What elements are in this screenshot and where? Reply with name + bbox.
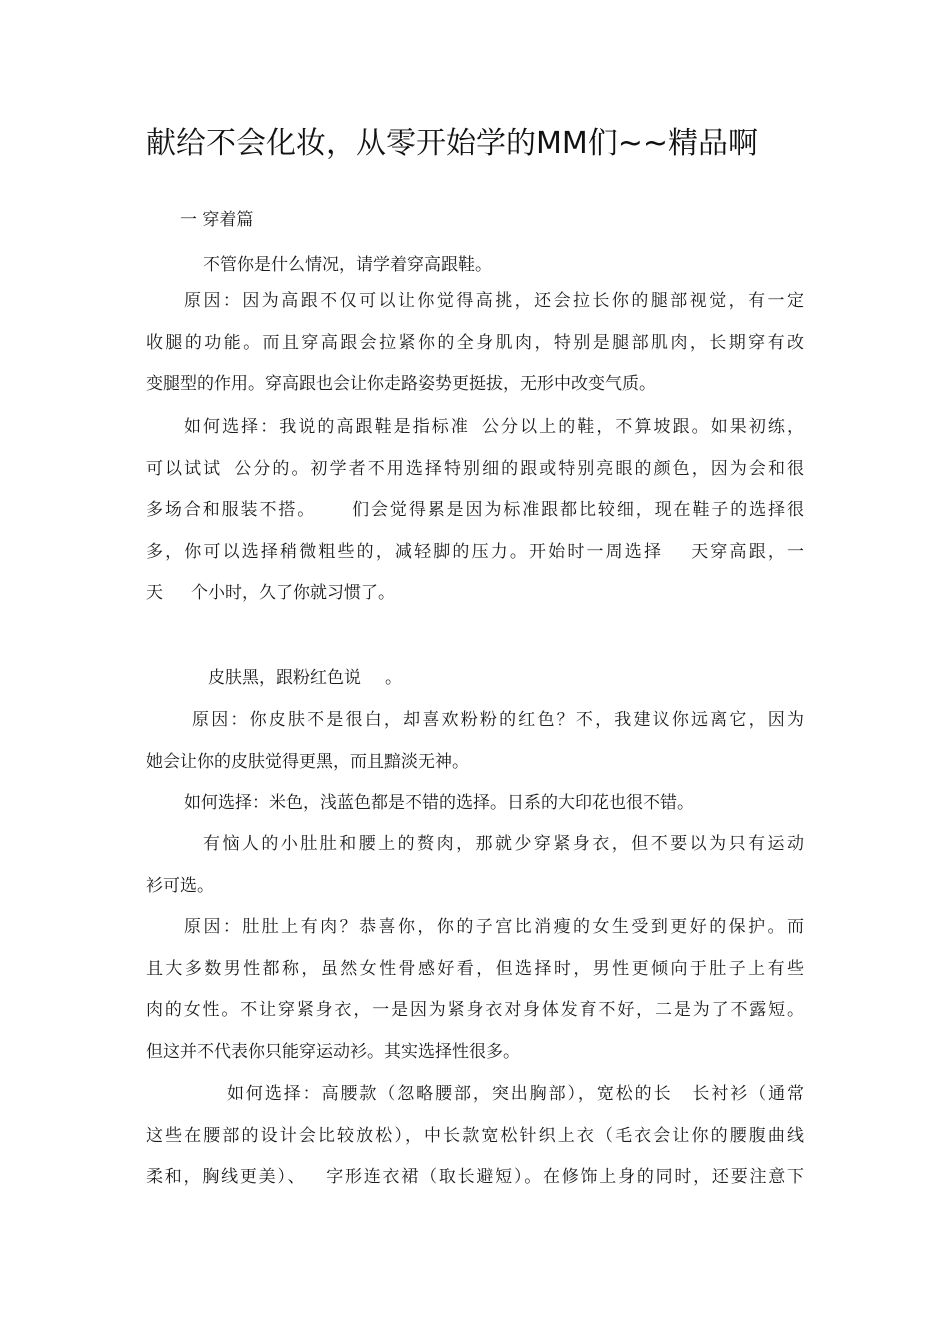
paragraph-line: 但这并不代表你只能穿运动衫。其实选择性很多。 xyxy=(146,1041,520,1062)
paragraph-line: 且大多数男性都称，虽然女性骨感好看，但选择时，男性更倾向于肚子上有些 xyxy=(146,958,804,979)
paragraph-line xyxy=(146,573,804,615)
paragraph-line: 她会让你的皮肤觉得更黑，而且黯淡无神。 xyxy=(146,751,469,772)
text-fragment: 天穿高跟，一 xyxy=(689,541,804,562)
paragraph-line xyxy=(146,1157,804,1199)
text-fragment: 长衬衫（通常 xyxy=(690,1084,804,1104)
text-fragment: 。 xyxy=(385,668,402,688)
paragraph-belly-heading xyxy=(146,824,804,907)
paragraph-high-heels-choice xyxy=(146,407,804,615)
paragraph-line: 变腿型的作用。穿高跟也会让你走路姿势更挺拔，无形中改变气质。 xyxy=(146,374,656,394)
text-fragment: 天 xyxy=(146,583,163,603)
paragraph-line xyxy=(146,658,804,700)
section-heading: 一 穿着篇 xyxy=(180,210,254,230)
paragraph-line xyxy=(146,490,804,532)
text-fragment: 皮肤黑，跟粉红色说 xyxy=(208,668,361,688)
paragraph-line: 原因：你皮肤不是很白，却喜欢粉粉的红色？不，我建议你远离它，因为 xyxy=(192,710,804,730)
paragraph-belly-choice xyxy=(146,1074,804,1199)
text-fragment: 个小时，久了你就习惯了。 xyxy=(191,583,395,603)
paragraph-line: 肉的女性。不让穿紧身衣，一是因为紧身衣对身体发育不好，二是为了不露短。 xyxy=(146,1000,804,1020)
paragraph-line: 衫可选。 xyxy=(146,875,214,896)
text-fragment: 公分的。初学者不用选择特别细的跟或特别亮眼的颜色，因为会和很 xyxy=(232,458,804,479)
text-fragment: 多场合和服装不搭。 xyxy=(146,500,317,520)
text-fragment: 多，你可以选择稍微粗些的，减轻脚的压力。开始时一周选择 xyxy=(146,541,664,562)
paragraph-line xyxy=(146,1074,804,1116)
text-fragment: 们会觉得累是因为标准跟都比较细，现在鞋子的选择很 xyxy=(350,500,804,520)
paragraph-pink-reason xyxy=(146,700,804,783)
paragraph-line xyxy=(146,449,804,491)
text-fragment: 如何选择：我说的高跟鞋是指标准 xyxy=(184,417,470,437)
paragraph-line: 有恼人的小肚肚和腰上的赘肉，那就少穿紧身衣，但不要以为只有运动 xyxy=(203,834,804,854)
paragraph-high-heels-reason xyxy=(146,281,804,406)
text-fragment: 如何选择：高腰款（忽略腰部，突出胸部），宽松的长 xyxy=(227,1084,673,1104)
document-title: 献给不会化妆，从零开始学的MM们~~精品啊 xyxy=(146,126,759,161)
paragraph-pink-heading xyxy=(146,658,804,700)
text-fragment: 字形连衣裙（取长避短）。在修饰上身的同时，还要注意下 xyxy=(324,1167,804,1187)
paragraph-line: 这些在腰部的设计会比较放松），中长款宽松针织上衣（毛衣会让你的腰腹曲线 xyxy=(146,1125,804,1146)
paragraph-line: 不管你是什么情况，请学着穿高跟鞋。 xyxy=(203,255,492,275)
paragraph-line: 原因：因为高跟不仅可以让你觉得高挑，还会拉长你的腿部视觉，有一定 xyxy=(184,291,804,311)
paragraph-belly-reason xyxy=(146,907,804,1073)
paragraph-line xyxy=(146,407,804,449)
paragraph-line: 如何选择：米色，浅蓝色都是不错的选择。日系的大印花也很不错。 xyxy=(184,793,694,813)
text-fragment: 可以试试 xyxy=(146,458,223,479)
paragraph-line: 收腿的功能。而且穿高跟会拉紧你的全身肌肉，特别是腿部肌肉，长期穿有改 xyxy=(146,332,804,353)
text-fragment: 柔和，胸线更美）、 xyxy=(146,1167,307,1187)
text-fragment: 公分以上的鞋，不算坡跟。如果初练， xyxy=(479,417,804,437)
paragraph-line xyxy=(146,532,804,574)
paragraph-line: 原因：肚肚上有肉？恭喜你，你的子宫比消瘦的女生受到更好的保护。而 xyxy=(184,917,804,937)
paragraph-pink-choice xyxy=(146,783,804,825)
